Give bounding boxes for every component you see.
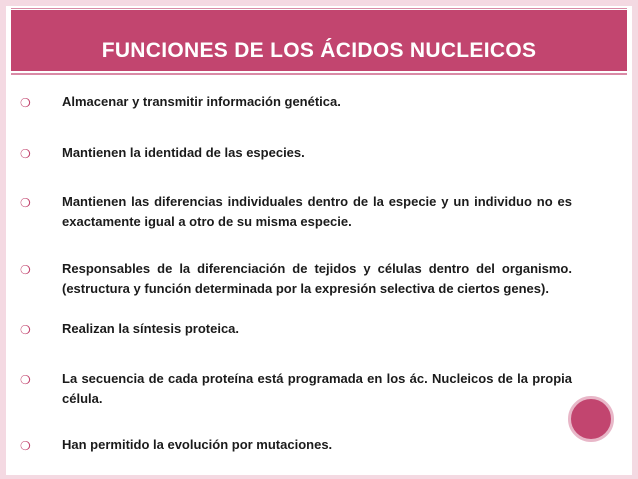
circle-bullet-icon: ❍ bbox=[20, 439, 31, 453]
bullet-item bbox=[20, 259, 572, 299]
circle-bullet-icon: ❍ bbox=[20, 196, 31, 210]
bullet-text: Han permitido la evolución por mutaciones. bbox=[62, 437, 333, 452]
bullet-item bbox=[20, 192, 572, 232]
bullet-text: Responsables de la diferenciación de tejidos y células dentro del organismo. (estructura y función determinada por la expresión selectiva de ciertos genes). bbox=[62, 261, 572, 296]
circle-bullet-icon: ❍ bbox=[20, 263, 31, 277]
bullet-item bbox=[20, 143, 572, 163]
bullet-text: Mantienen la identidad de las especies. bbox=[62, 145, 305, 160]
bullet-item bbox=[20, 435, 572, 455]
bullet-item bbox=[20, 369, 572, 409]
circle-bullet-icon: ❍ bbox=[20, 373, 31, 387]
slide-title: FUNCIONES DE LOS ÁCIDOS NUCLEICOS bbox=[101, 39, 537, 62]
bullet-text: La secuencia de cada proteína está programada en los ác. Nucleicos de la propia célula. bbox=[62, 371, 572, 406]
bullet-text: Mantienen las diferencias individuales dentro de la especie y un individuo no es exactamente igual a otro de su misma especie. bbox=[62, 194, 572, 229]
circle-bullet-icon: ❍ bbox=[20, 147, 31, 161]
bullet-item bbox=[20, 92, 572, 112]
bullet-item bbox=[20, 319, 572, 339]
decorative-circle bbox=[568, 396, 614, 442]
bullet-text: Almacenar y transmitir información genética. bbox=[62, 94, 341, 109]
bullet-text: Realizan la síntesis proteica. bbox=[62, 321, 240, 336]
circle-bullet-icon: ❍ bbox=[20, 323, 31, 337]
circle-bullet-icon: ❍ bbox=[20, 96, 31, 110]
